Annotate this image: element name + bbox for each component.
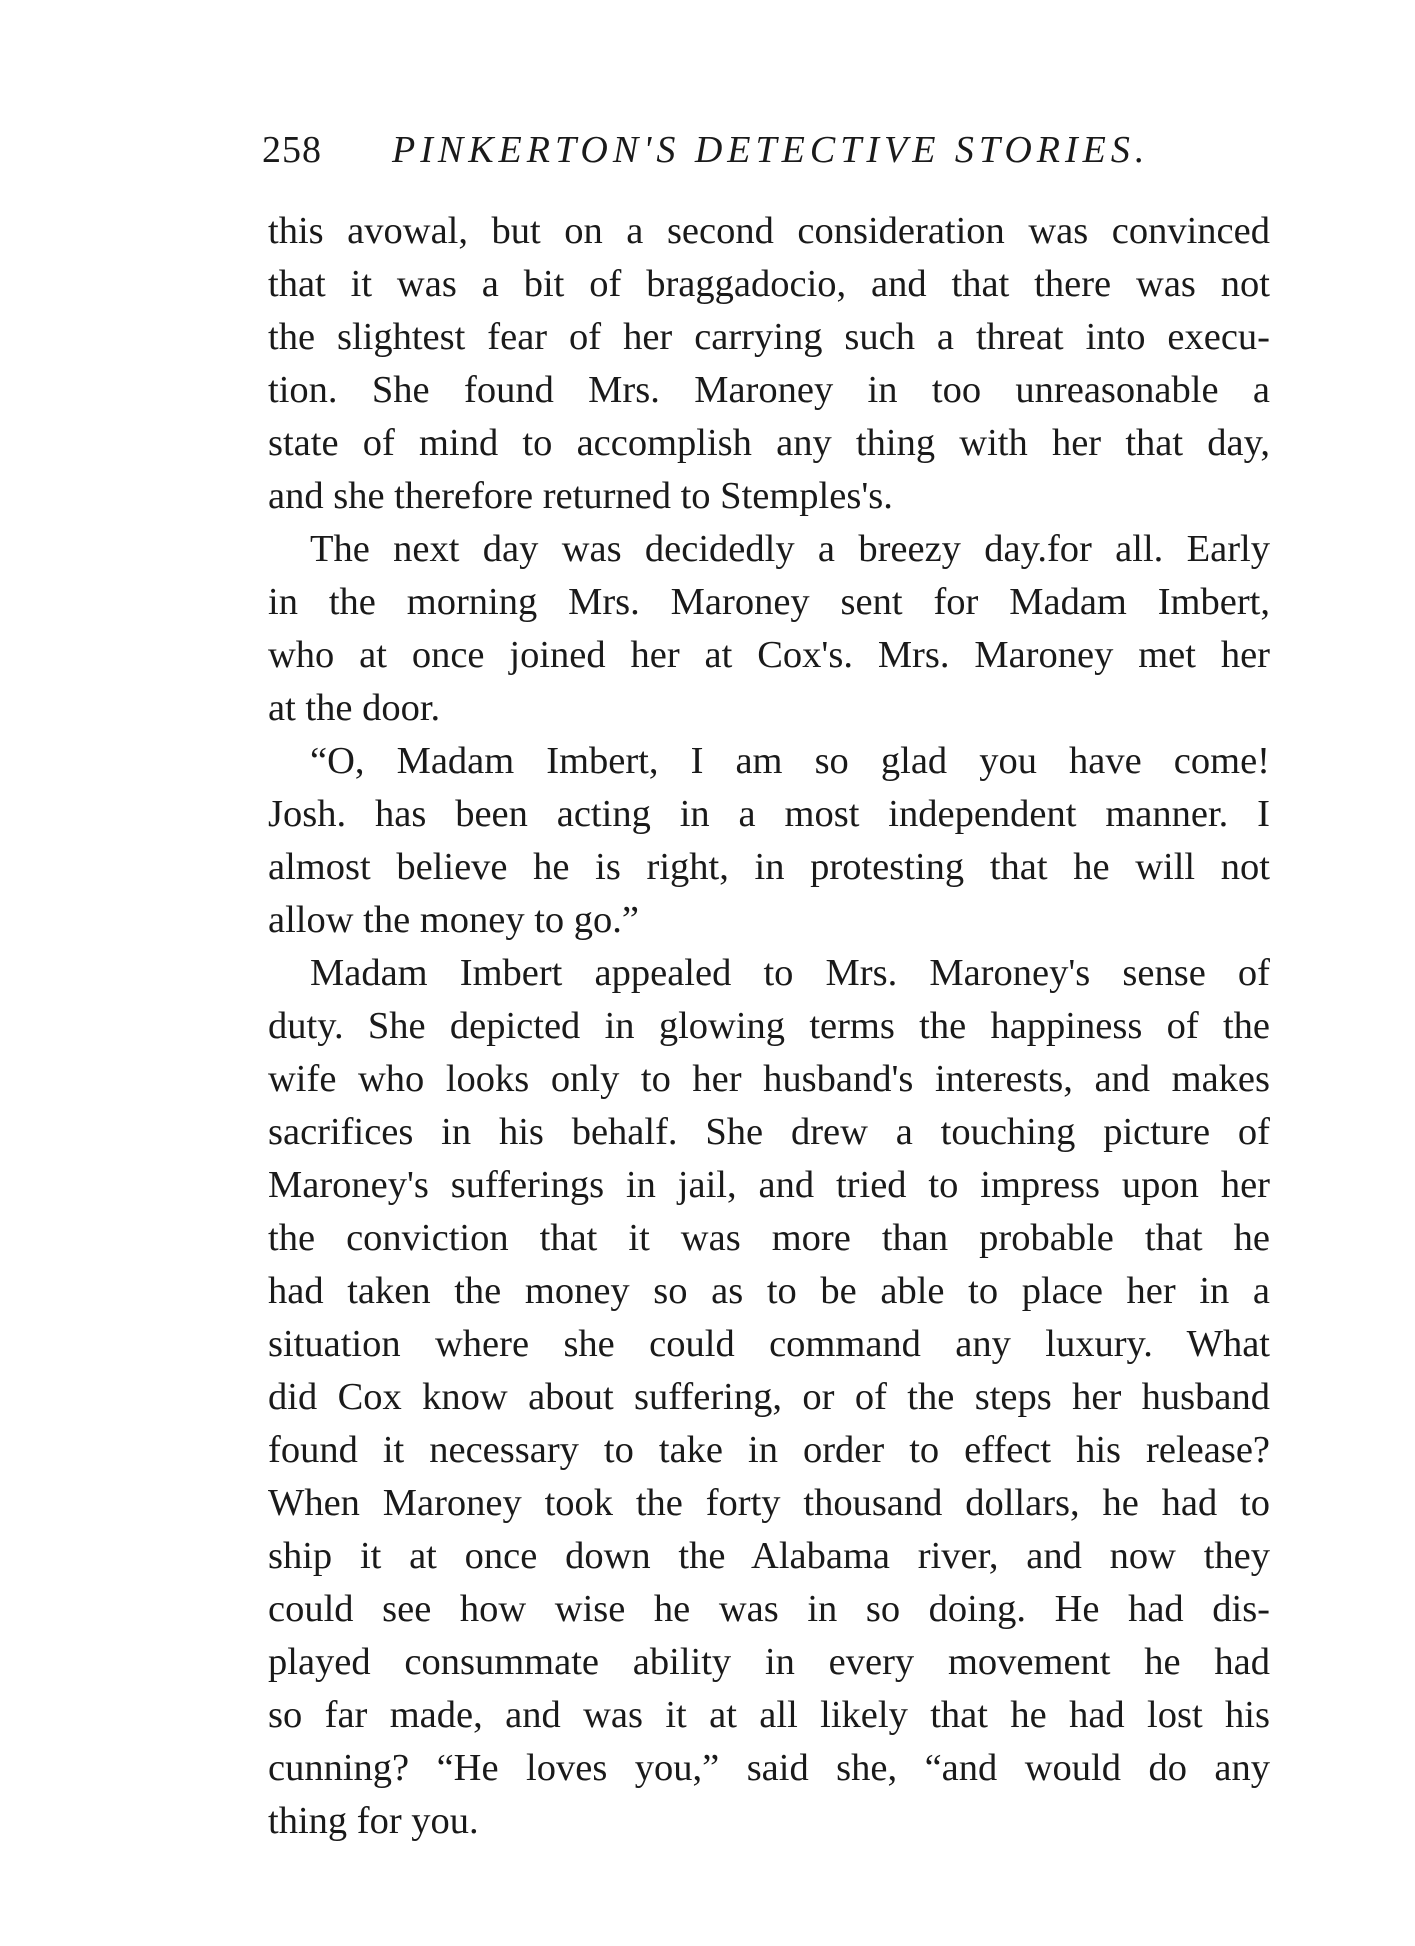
text-line: at the door. [268,687,441,729]
text-line: “O, Madam Imbert, I am so glad you have come! [310,740,1270,782]
text-line: almost believe he is right, in protesting that he will not [268,846,1270,888]
text-line: the slightest fear of her carrying such a threat into execu- [268,316,1270,358]
text-line: the conviction that it was more than probable that he [268,1217,1270,1259]
text-line: and she therefore returned to Stemples's. [268,475,893,517]
body-text [268,205,1270,1848]
text-line: situation where she could command any luxury. What [268,1323,1270,1365]
text-line: When Maroney took the forty thousand dollars, he had to [268,1482,1270,1524]
text-line: Josh. has been acting in a most independent manner. I [268,793,1270,835]
text-line: did Cox know about suffering, or of the steps her husband [268,1376,1270,1418]
text-line: Madam Imbert appealed to Mrs. Maroney's sense of [310,952,1270,994]
text-line: played consummate ability in every movement he had [268,1641,1270,1683]
text-line: so far made, and was it at all likely that he had lost his [268,1694,1270,1736]
text-line: cunning? “He loves you,” said she, “and would do any [268,1747,1270,1789]
text-line: tion. She found Mrs. Maroney in too unreasonable a [268,369,1270,411]
text-line: had taken the money so as to be able to place her in a [268,1270,1270,1312]
text-line: that it was a bit of braggadocio, and that there was not [268,263,1270,305]
text-line: sacrifices in his behalf. She drew a touching picture of [268,1111,1270,1153]
text-line: who at once joined her at Cox's. Mrs. Maroney met her [268,634,1270,676]
page-number: 258 [262,129,322,171]
text-line: wife who looks only to her husband's interests, and makes [268,1058,1270,1100]
text-line: could see how wise he was in so doing. He had dis- [268,1588,1270,1630]
text-line: Maroney's sufferings in jail, and tried to impress upon her [268,1164,1270,1206]
text-line: state of mind to accomplish any thing with her that day, [268,422,1270,464]
text-line: allow the money to go.” [268,899,640,941]
running-head [262,120,1262,180]
book-title: PINKERTON'S DETECTIVE STORIES. [392,129,1150,171]
text-line: found it necessary to take in order to effect his release? [268,1429,1270,1471]
text-line: this avowal, but on a second consideration was convinced [268,210,1270,252]
text-line: thing for you. [268,1800,479,1842]
text-line: The next day was decidedly a breezy day.for all. Early [310,528,1270,570]
text-line: ship it at once down the Alabama river, and now they [268,1535,1270,1577]
text-line: in the morning Mrs. Maroney sent for Madam Imbert, [268,581,1270,623]
text-line: duty. She depicted in glowing terms the happiness of the [268,1005,1270,1047]
